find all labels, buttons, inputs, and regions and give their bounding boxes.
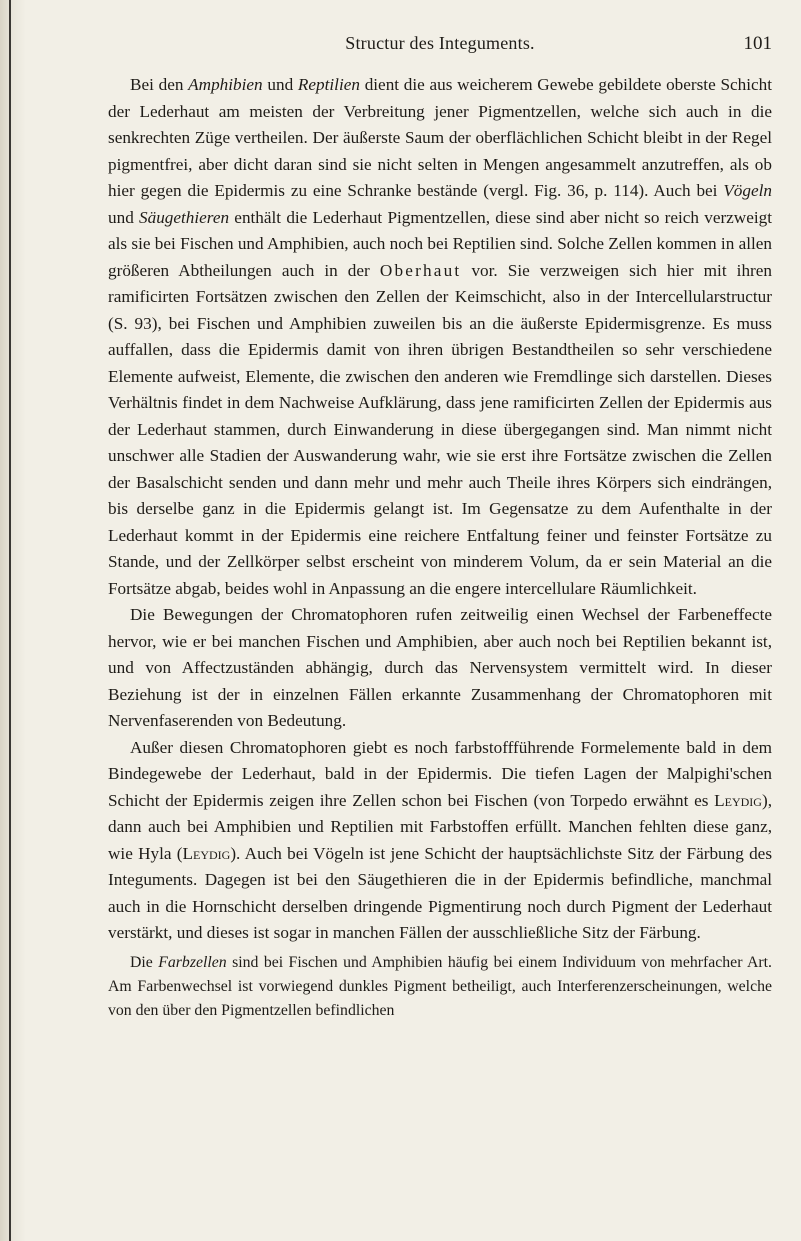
book-spine-shadow <box>0 0 26 1241</box>
paragraph-4-small-print: Die Farbzellen sind bei Fischen und Amphibien häufig bei einem Individuum von mehrfacher Art. Am Farbenwechsel ist vorwiegend dunkles Pigment betheiligt, auch Interferenzerscheinungen, welche von den über den Pigmentzellen befindlichen <box>108 953 773 1019</box>
author-leydig: Leydig <box>714 790 762 810</box>
gutter-line <box>9 0 11 1241</box>
paragraph-1: Bei den Amphibien und Reptilien dient die aus weicherem Gewebe gebildete oberste Schicht der Lederhaut am meisten der Verbreitung jener Pigmentzellen, welche sich auch in die senkrechten Züge vertheilen. Der äußerste Saum der oberflächlichen Schicht bleibt in der Regel pigmentfrei, aber dicht daran sind sie nicht selten in Mengen angesammelt anzutreffen, als ob hier gegen die Epidermis zu eine Schranke bestände (vergl. Fig. 36, p. 114). Auch bei Vögeln und Säugethieren enthält die Lederhaut Pigmentzellen, diese sind aber nicht so reich verzweigt als sie bei Fischen und Amphibien, auch noch bei Reptilien sind. Solche Zellen kommen in allen größeren Abtheilungen auch in der Oberhaut vor. Sie verzweigen sich hier mit ihren ramificirten Fortsätzen zwischen den Zellen der Keimschicht, also in der Intercellularstructur (S. 93), bei Fischen und Amphibien zuweilen bis an die äußerste Epidermisgrenze. Es muss auffallen, dass die Epidermis damit von ihren übrigen Bestandtheilen so sehr verschiedene Elemente aufweist, Elemente, die zwischen den anderen wie Fremdlinge sich darstellen. Dieses Verhältnis findet in dem Nachweise Aufklärung, dass jene ramificirten Zellen der Epidermis aus der Lederhaut stammen, durch Einwanderung in diese übergegangen sind. Man nimmt nicht unschwer alle Stadien der Auswanderung wahr, wie sie erst ihre Fortsätze zwischen die Zellen der Basalschicht senden und dann mehr und mehr auch Theile ihres Körpers sich eindrängen, bis derselbe ganz in die Epidermis gelangt ist. Im Gegensatze zu dem Aufenthalte in der Lederhaut kommt in der Epidermis eine reichere Entfaltung feiner und feinster Fortsätze zu Stande, und der Zellkörper selbst erscheint von minderem Volum, da er sein Material an die Fortsätze abgab, beides wohl in Anpassung an die engere intercellulare Räumlichkeit. <box>108 75 773 598</box>
term-reptilien: Reptilien <box>297 75 360 94</box>
running-title: Structur des Integuments. <box>345 33 535 53</box>
page-header <box>108 33 772 59</box>
term-farbzellen: Farbzellen <box>158 953 227 971</box>
term-saeugethieren: Säugethieren <box>139 207 230 227</box>
term-amphibien: Amphibien <box>188 75 263 94</box>
page-number: 101 <box>743 33 772 54</box>
author-leydig: Leydig <box>182 843 231 863</box>
paragraph-3: Außer diesen Chromatophoren giebt es noch farbstoffführende Formelemente bald in dem Bindegewebe der Lederhaut, bald in der Epidermis. Die tiefen Lagen der Malpighi'schen Schicht der Epidermis zeigen ihre Zellen schon bei Fischen (von Torpedo erwähnt es Leydig), dann auch bei Amphibien und Reptilien mit Farbstoffen erfüllt. Manchen fehlten diese ganz, wie Hyla (Leydig). Auch bei Vögeln ist jene Schicht der hauptsächlichste Sitz der Färbung des Integuments. Dagegen ist bei den Säugethieren die in der Epidermis befindliche, manchmal auch in die Hornschicht derselben dringende Pigmentirung noch durch Pigment der Lederhaut verstärkt, und dieses ist sogar in manchen Fällen der ausschließliche Sitz der Färbung. <box>108 737 773 942</box>
paragraph-2: Die Bewegungen der Chromatophoren rufen zeitweilig einen Wechsel der Farbeneffecte hervor, wie er bei manchen Fischen und Amphibien, aber auch noch bei Reptilien bekannt ist, und von Affectzuständen abhängig, durch das Nervensystem vermittelt wird. In dieser Beziehung ist der in einzelnen Fällen erkannte Zusammenhang der Chromatophoren mit Nervenfaserenden von Bedeutung. <box>108 605 772 730</box>
term-oberhaut: Oberhaut <box>379 260 462 280</box>
term-voegeln: Vögeln <box>723 181 772 200</box>
page-body <box>108 72 772 1023</box>
